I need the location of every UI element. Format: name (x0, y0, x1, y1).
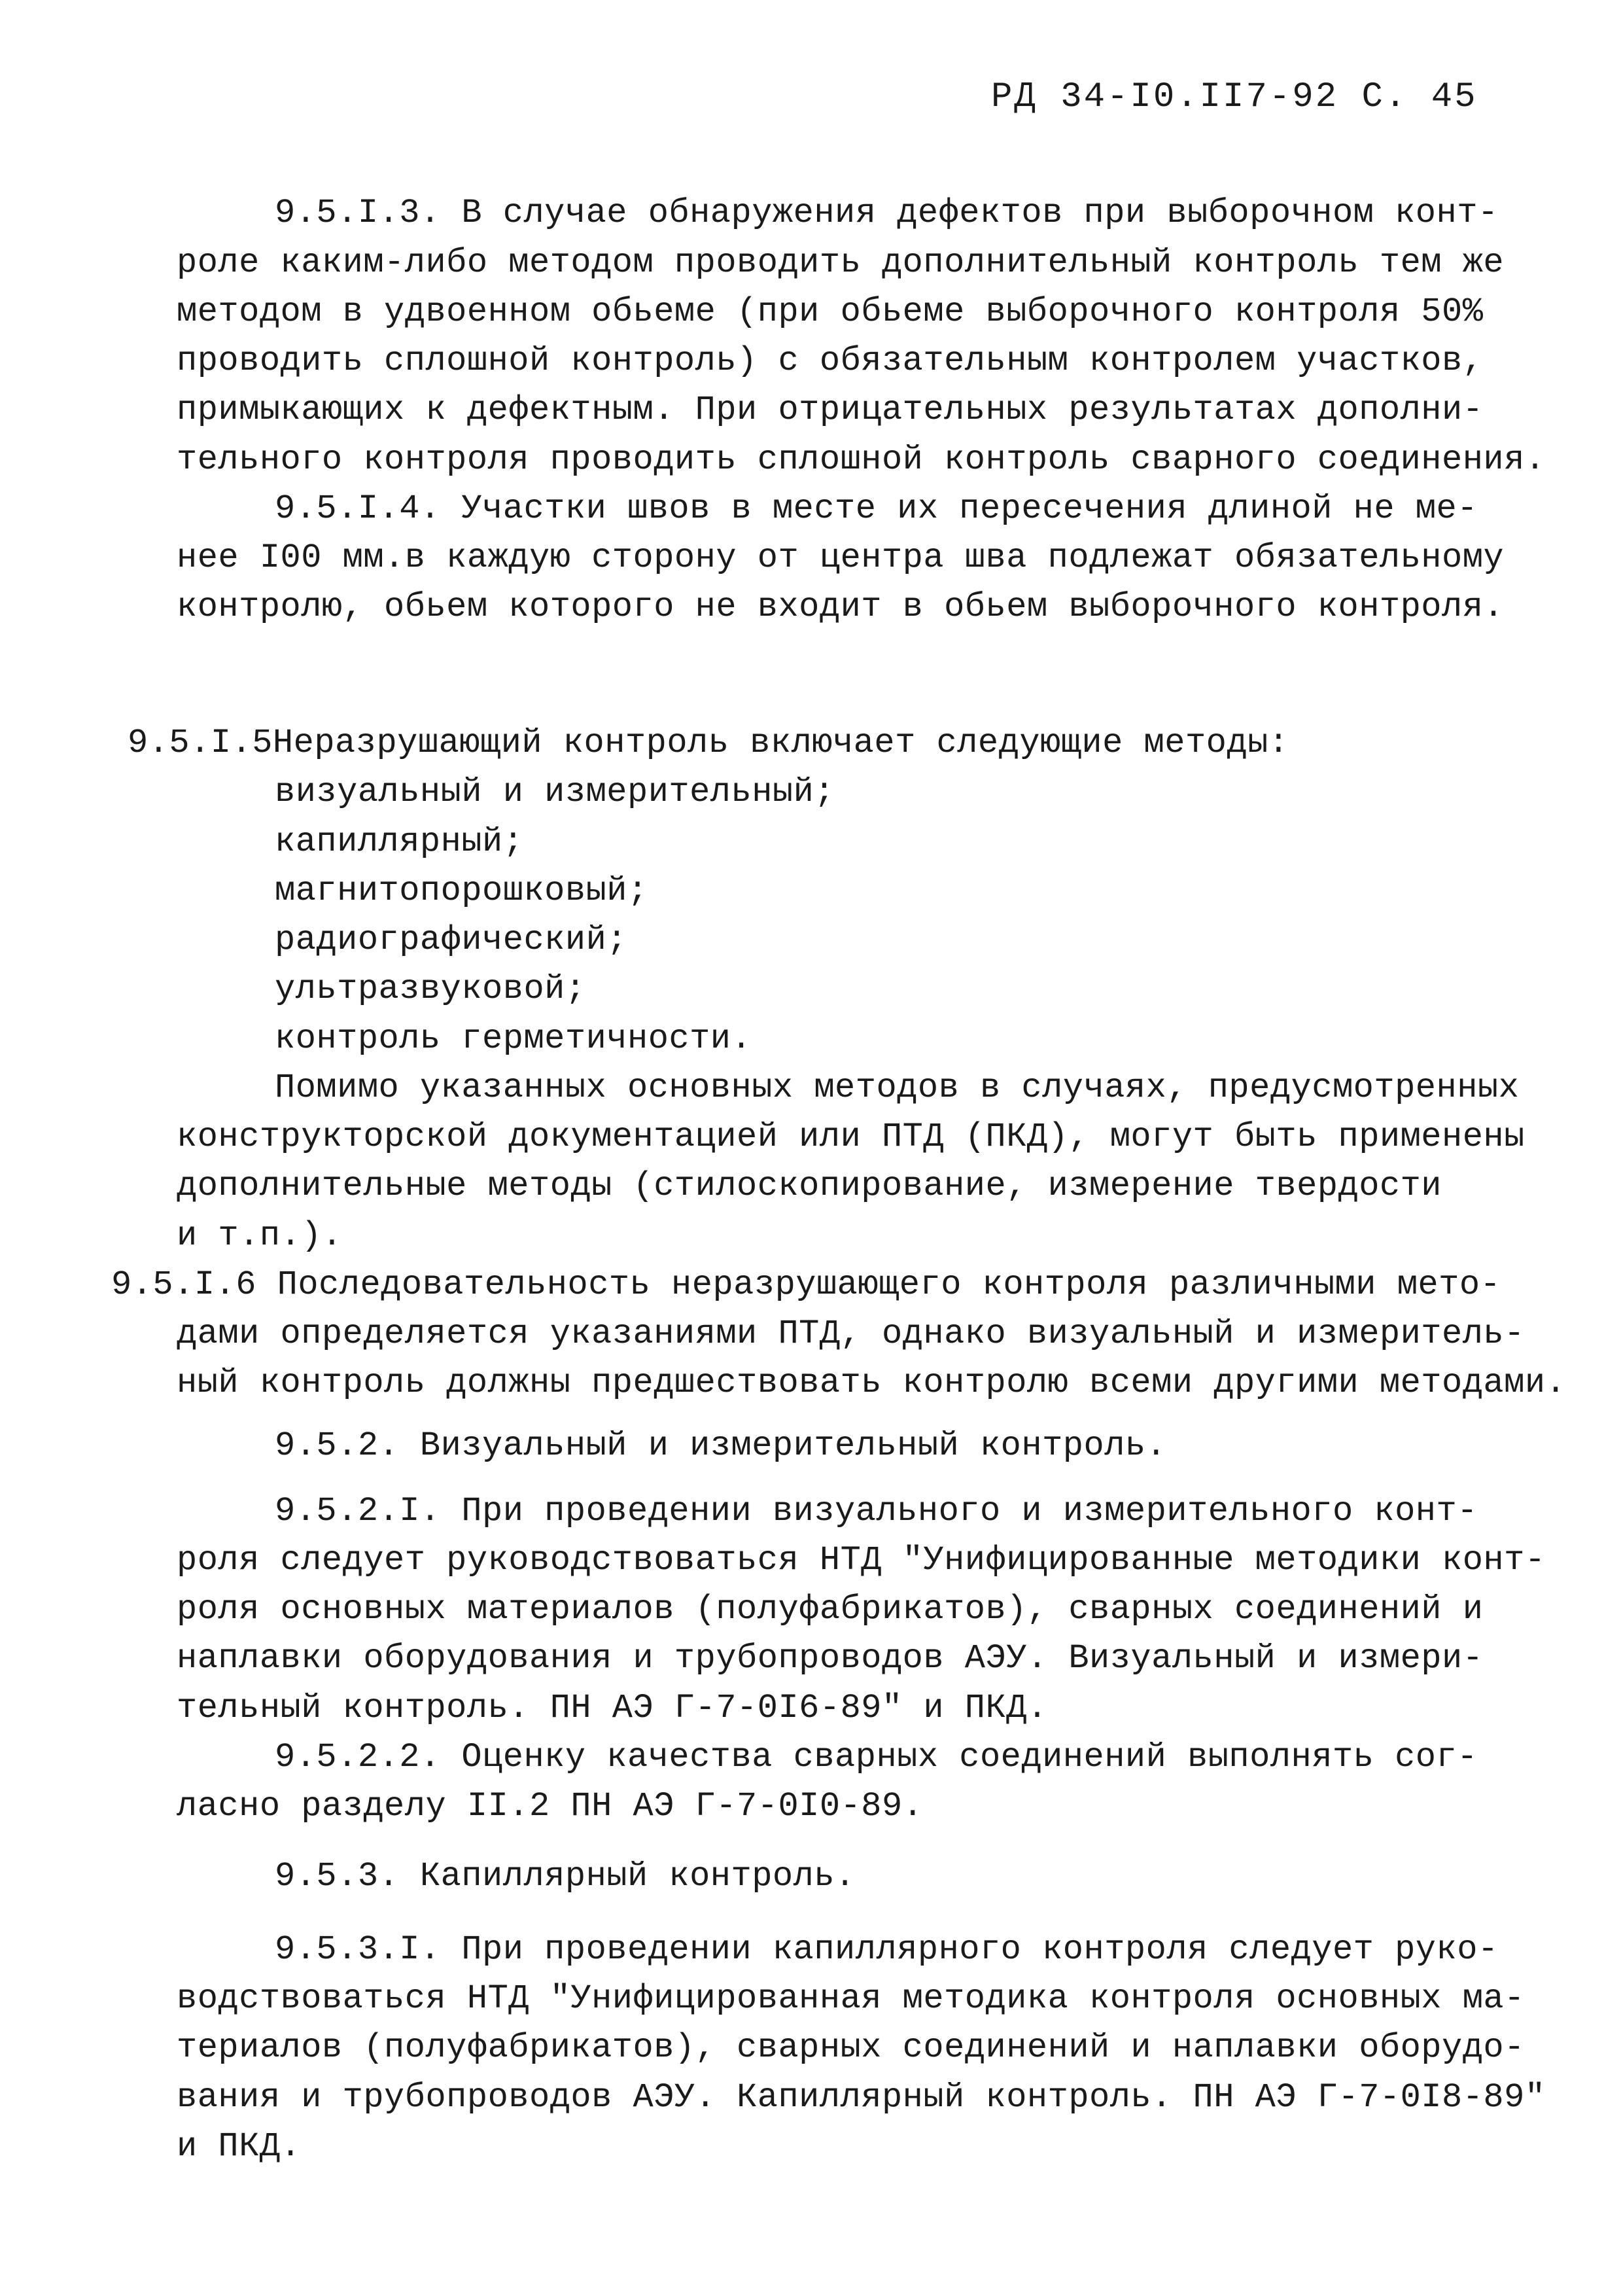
text-line: дополнительные методы (стилоскопирование, измерение твердости (177, 1167, 1442, 1205)
text-line: ный контроль должны предшествовать контролю всеми другими методами. (177, 1364, 1567, 1402)
text-line: нее I00 мм.в каждую сторону от центра шва подлежат обязательному (177, 539, 1505, 577)
page-header-doc-ref: РД 34-I0.II7-92 С. 45 (991, 77, 1478, 117)
text-line: Помимо указанных основных методов в случаях, предусмотренных (275, 1069, 1520, 1107)
text-line: 9.5.2.I. При проведении визуального и измерительного конт- (275, 1492, 1478, 1530)
text-line: роля следует руководствоваться НТД "Унифицированные методики конт- (177, 1541, 1546, 1580)
list-item: магнитопорошковый; (275, 872, 648, 910)
text-line: тельного контроля проводить сплошной контроль сварного соединения. (177, 440, 1546, 479)
text-line: конструкторской документацией или ПТД (ПКД), могут быть применены (177, 1118, 1525, 1156)
text-line: 9.5.2.2. Оценку качества сварных соединений выполнять сог- (275, 1738, 1478, 1776)
text-line: контролю, обьем которого не входит в обьем выборочного контроля. (177, 588, 1505, 626)
list-item: капиллярный; (275, 822, 524, 861)
text-line: териалов (полуфабрикатов), сварных соединений и наплавки оборудо- (177, 2028, 1525, 2067)
text-line: 9.5.3.I. При проведении капиллярного контроля следует руко- (275, 1930, 1499, 1969)
section-heading: 9.5.3. Капиллярный контроль. (275, 1857, 856, 1896)
text-line: 9.5.I.6 Последовательность неразрушающего контроля различными мето- (111, 1265, 1501, 1304)
text-line: водствоваться НТД "Унифицированная методика контроля основных ма- (177, 1979, 1525, 2018)
list-item: ультразвуковой; (275, 970, 586, 1008)
text-line: роля основных материалов (полуфабрикатов), сварных соединений и (177, 1590, 1484, 1629)
text-line: примыкающих к дефектным. При отрицательных результатах дополни- (177, 391, 1484, 429)
text-line: и ПКД. (177, 2127, 302, 2166)
text-line: наплавки оборудования и трубопроводов АЭУ. Визуальный и измери- (177, 1639, 1484, 1678)
text-line: 9.5.I.3. В случае обнаружения дефектов при выборочном конт- (275, 194, 1499, 232)
text-line: дами определяется указаниями ПТД, однако визуальный и измеритель- (177, 1315, 1525, 1353)
text-line: 9.5.I.4. Участки швов в месте их пересечения длиной не ме- (275, 489, 1478, 528)
text-line: роле каким-либо методом проводить дополнительный контроль тем же (177, 243, 1505, 282)
text-line: и т.п.). (177, 1216, 343, 1255)
list-item: радиографический; (275, 921, 627, 959)
text-line: проводить сплошной контроль) с обязательным контролем участков, (177, 342, 1484, 380)
list-item: контроль герметичности. (275, 1019, 752, 1058)
text-line: вания и трубопроводов АЭУ. Капиллярный контроль. ПН АЭ Г-7-0I8-89" (177, 2078, 1546, 2117)
text-line: тельный контроль. ПН АЭ Г-7-0I6-89" и ПКД. (177, 1689, 1048, 1727)
text-line: ласно разделу II.2 ПН АЭ Г-7-0I0-89. (177, 1787, 924, 1826)
list-item: визуальный и измерительный; (275, 773, 835, 811)
text-line: методом в удвоенном обьеме (при обьеме выборочного контроля 50% (177, 292, 1484, 331)
section-heading: 9.5.2. Визуальный и измерительный контроль. (275, 1426, 1167, 1465)
text-line: 9.5.I.5Неразрушающий контроль включает следующие методы: (128, 724, 1289, 762)
